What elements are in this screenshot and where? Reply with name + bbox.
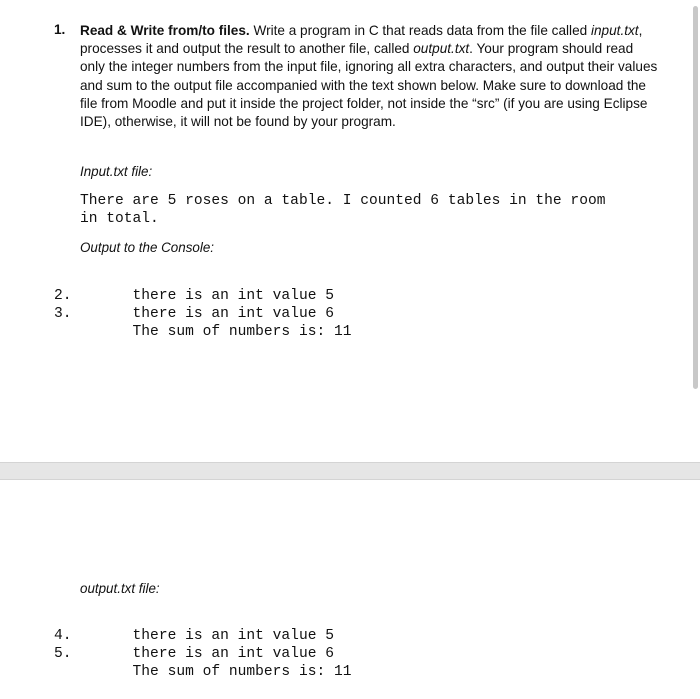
output-file-label: output.txt file: <box>80 581 160 596</box>
console-line-text: The sum of numbers is: 11 <box>132 324 352 340</box>
question-title: Read & Write from/to files. <box>80 23 250 38</box>
console-line-text: there is an int value 5 <box>132 288 334 304</box>
output-line-text: there is an int value 6 <box>132 646 334 662</box>
console-line <box>80 305 352 359</box>
input-line-2: in total. <box>80 211 159 227</box>
console-output-label: Output to the Console: <box>80 240 214 255</box>
input-line-1: There are 5 roses on a table. I counted 6 tables in the room <box>80 193 606 209</box>
output-line-text: The sum of numbers is: 11 <box>132 664 352 680</box>
line-number: 3. <box>54 306 72 322</box>
page-separator <box>0 462 700 480</box>
output-filename: output.txt <box>413 41 470 57</box>
question-text-part-3: . Your program should read only the integer numbers from the input file, ignoring all extra characters, and output their values and sum to the output file accompanied with the text shown below. Make sure to download the file from Moodle and put it inside the project folder, not inside the “src” (if you are using Eclipse IDE), otherwise, it will not be found by your program. <box>80 41 658 130</box>
output-line-text: there is an int value 5 <box>132 628 334 644</box>
output-line <box>80 645 352 699</box>
line-number: 4. <box>54 628 72 644</box>
scrollbar[interactable] <box>693 6 698 389</box>
console-line-text: there is an int value 6 <box>132 306 334 322</box>
question-text-part-1: Write a program in C that reads data from the file called <box>249 23 591 38</box>
question-text <box>80 22 660 131</box>
line-number: 2. <box>54 288 72 304</box>
document-page-2 <box>0 480 700 680</box>
question-number: 1. <box>54 22 66 37</box>
question-text-part-2: , processes it and output the result to another file, called <box>80 23 643 57</box>
input-filename: input.txt <box>590 23 639 38</box>
line-number: 5. <box>54 646 72 662</box>
input-file-label: Input.txt file: <box>80 164 153 179</box>
